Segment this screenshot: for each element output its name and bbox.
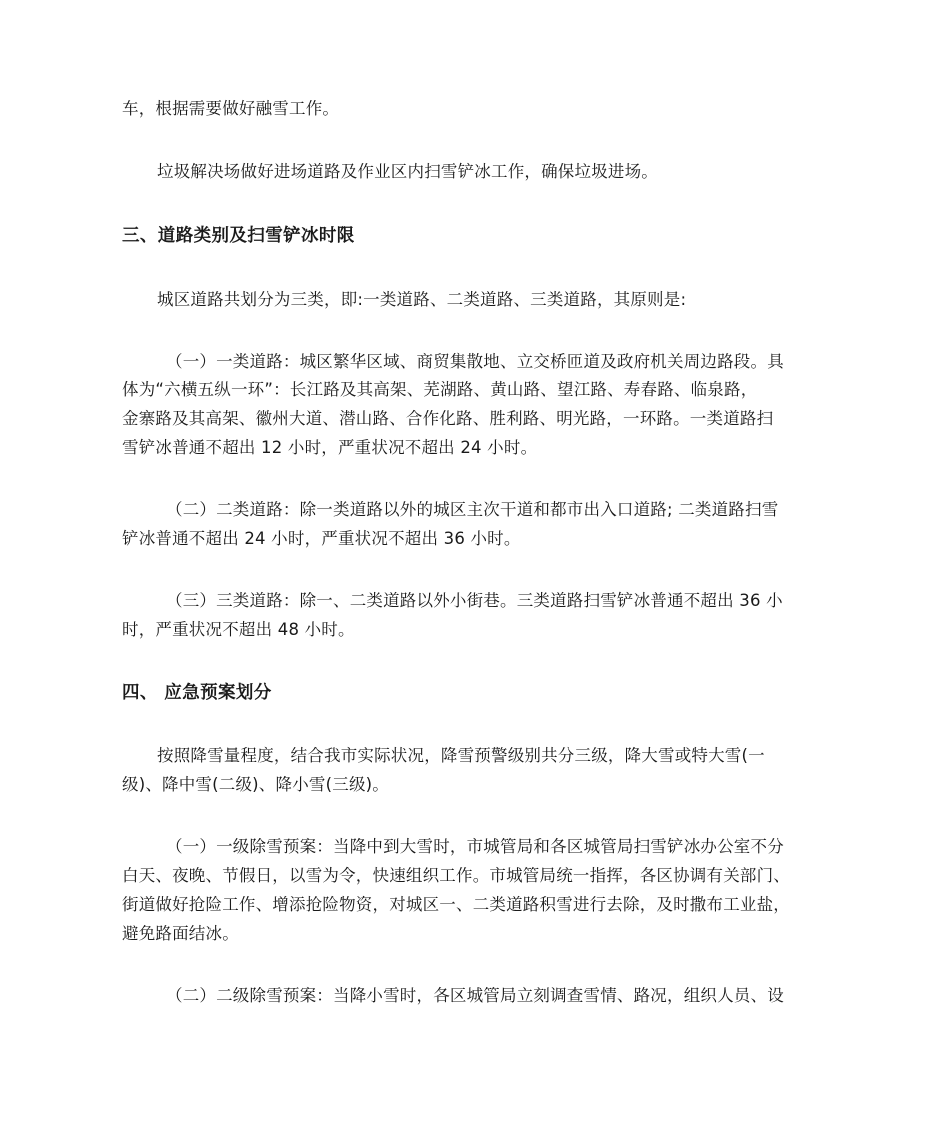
paragraph-line: （三）三类道路：除一、二类道路以外小街巷。三类道路扫雪铲冰普通不超出 36 小: [166, 591, 783, 610]
paragraph-line: （二）二类道路：除一类道路以外的城区主次干道和都市出入口道路; 二类道路扫雪: [166, 500, 779, 519]
paragraph-line: 时，严重状况不超出 48 小时。: [122, 620, 355, 639]
paragraph-line: 车，根据需要做好融雪工作。: [122, 99, 340, 118]
paragraph-line: 体为“六横五纵一环”：长江路及其高架、芜湖路、黄山路、望江路、寿春路、临泉路，: [122, 380, 758, 399]
paragraph-line: （二）二级除雪预案：当降小雪时，各区城管局立刻调查雪情、路况，组织人员、设: [166, 986, 784, 1005]
paragraph-line: 铲冰普通不超出 24 小时，严重状况不超出 36 小时。: [122, 529, 521, 548]
paragraph-line: 级)、降中雪(二级)、降小雪(三级)。: [122, 775, 389, 794]
section-heading-3: 三、道路类别及扫雪铲冰时限: [122, 226, 355, 246]
paragraph-line: 金寨路及其高架、徽州大道、潜山路、合作化路、胜利路、明光路，一环路。一类道路扫: [122, 409, 774, 428]
paragraph-line: 垃圾解决场做好进场道路及作业区内扫雪铲冰工作，确保垃圾进场。: [157, 162, 658, 181]
paragraph-line: （一）一类道路：城区繁华区域、商贸集散地、立交桥匝道及政府机关周边路段。具: [166, 352, 784, 371]
paragraph-line: 雪铲冰普通不超出 12 小时，严重状况不超出 24 小时。: [122, 438, 538, 457]
paragraph-line: 按照降雪量程度，结合我市实际状况，降雪预警级别共分三级，降大雪或特大雪(一: [157, 746, 765, 765]
paragraph-line: 避免路面结冰。: [122, 924, 239, 943]
paragraph-line: 城区道路共划分为三类，即:一类道路、二类道路、三类道路，其原则是:: [157, 290, 687, 309]
paragraph-line: （一）一级除雪预案：当降中到大雪时，市城管局和各区城管局扫雪铲冰办公室不分: [166, 837, 784, 856]
paragraph-line: 白天、夜晚、节假日，以雪为令，快速组织工作。市城管局统一指挥，各区协调有关部门、: [122, 866, 790, 885]
paragraph-line: 街道做好抢险工作、增添抢险物资，对城区一、二类道路积雪进行去除，及时撒布工业盐，: [122, 895, 790, 914]
section-heading-4: 四、 应急预案划分: [122, 683, 272, 703]
